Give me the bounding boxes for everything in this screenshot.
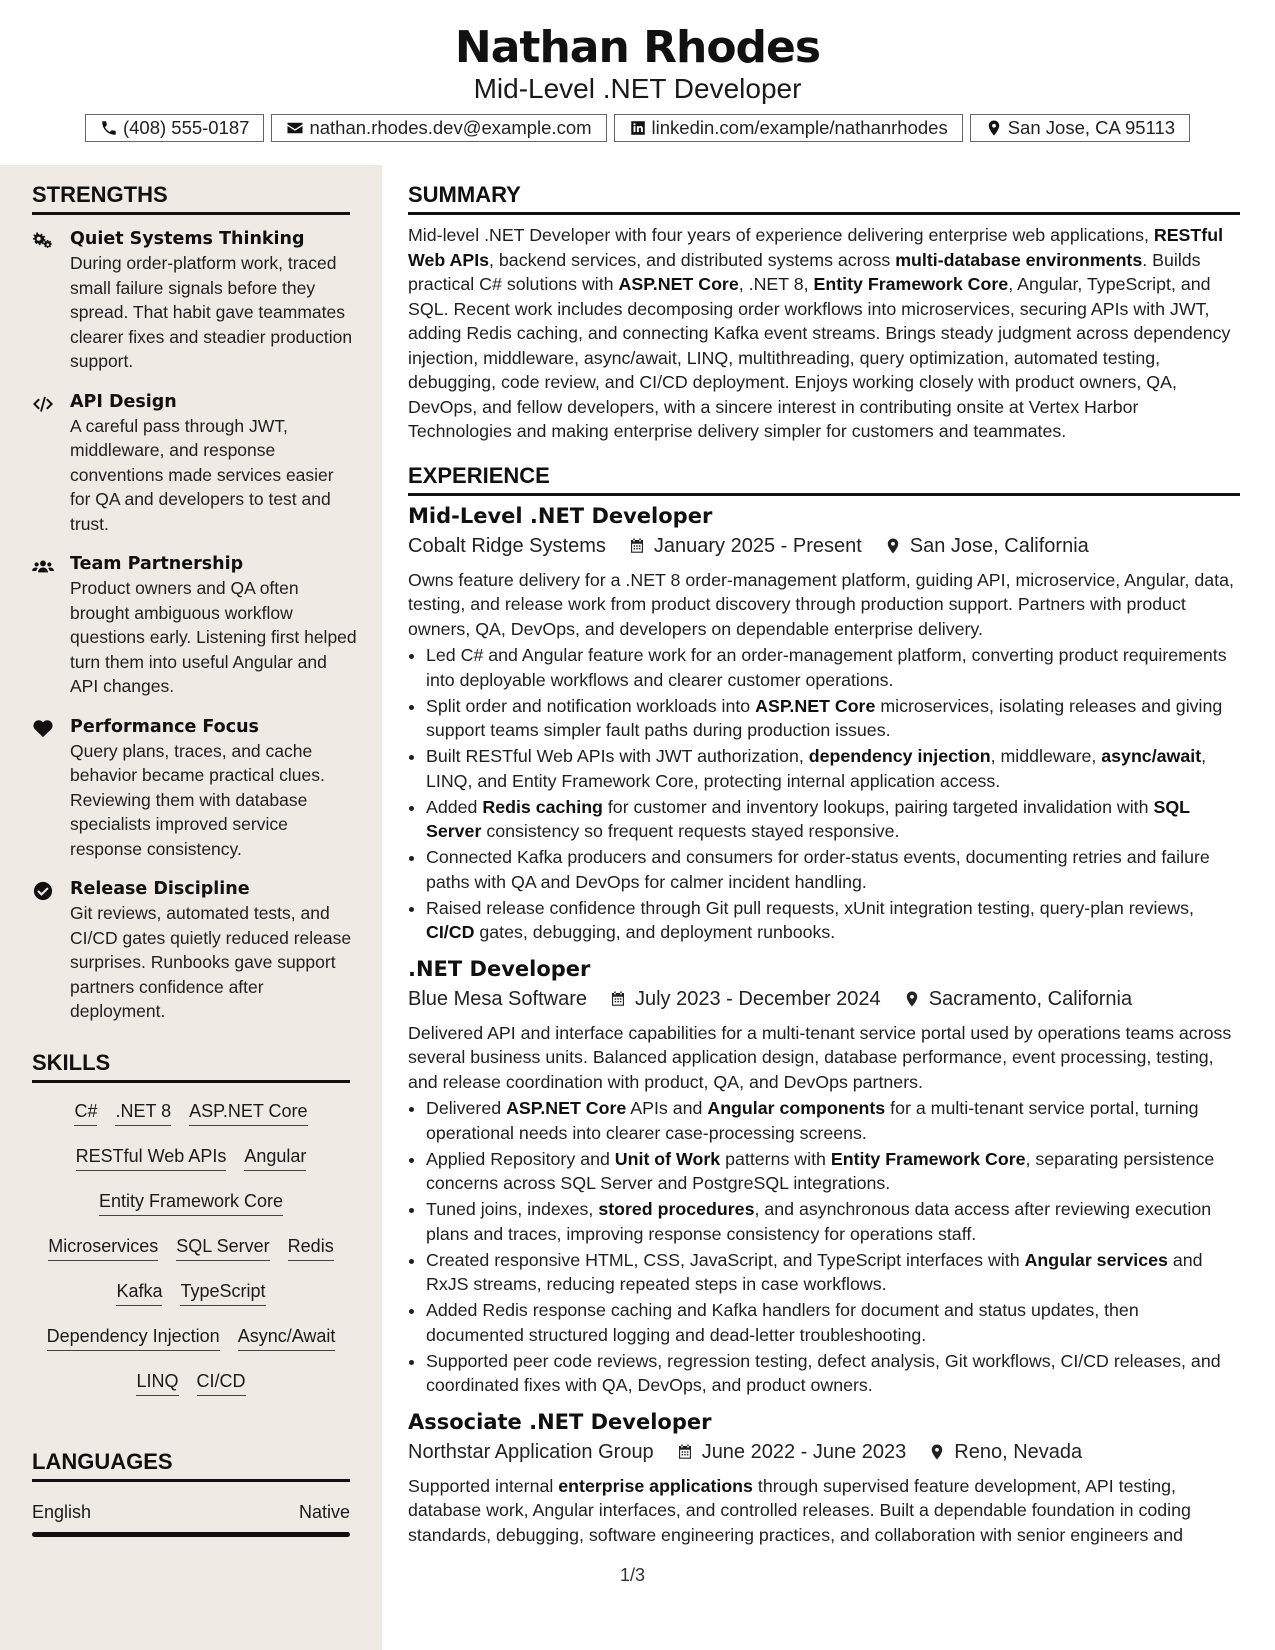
job-title: .NET Developer <box>408 956 591 981</box>
resume-header <box>0 0 1275 165</box>
phone-text: (408) 555-0187 <box>122 117 250 138</box>
skill-tag: Redis <box>288 1234 334 1261</box>
job-meta <box>408 985 1240 1013</box>
strength-description: Product owners and QA often brought ambiguous workflow questions early. Listening first helped turn them into useful Angular and API changes. <box>70 578 357 696</box>
language-level-bar <box>32 1532 350 1537</box>
contact-email[interactable] <box>271 114 606 142</box>
skill-tag: Angular <box>244 1144 306 1171</box>
language-row <box>32 1500 350 1524</box>
job-meta <box>408 1438 1240 1466</box>
strength-title: API Design <box>70 391 177 412</box>
calendar-icon <box>676 1443 694 1461</box>
skills-row <box>32 1099 350 1144</box>
job-meta <box>408 532 1240 560</box>
job-company: Northstar Application Group <box>408 1440 654 1463</box>
job-bullet: • Split order and notification workloads into ASP.NET Core microservices, isolating releases and giving support teams simpler fault paths during production issues. <box>426 694 1240 743</box>
strength-title: Release Discipline <box>70 879 250 899</box>
strength-description: Query plans, traces, and cache behavior became practical clues. Reviewing them with database specialists improved service response consistency. <box>70 740 325 859</box>
calendar-icon <box>609 990 627 1008</box>
job-bullet: • Connected Kafka producers and consumers for order-status events, documenting retries and failure paths with QA and DevOps for calmer incident handling. <box>426 845 1240 894</box>
language-name: English <box>32 1502 92 1522</box>
skill-tag: Async/Await <box>238 1324 336 1351</box>
page-number: 1/3 <box>620 1565 646 1585</box>
strength-item <box>32 390 357 537</box>
job-company: Blue Mesa Software <box>408 987 587 1010</box>
map-pin-icon <box>884 537 902 555</box>
skill-tag: LINQ <box>136 1369 178 1396</box>
skills-row <box>32 1279 350 1324</box>
skills-row <box>32 1324 350 1369</box>
code-icon <box>32 390 70 537</box>
job-entry <box>408 955 1240 1398</box>
strength-title: Team Partnership <box>70 554 244 574</box>
strength-item <box>32 877 357 1024</box>
candidate-name: Nathan Rhodes <box>454 22 821 73</box>
job-bullet: • Added Redis response caching and Kafka handlers for document and status updates, then documented structured logging and dead-letter troubleshooting. <box>426 1298 1240 1347</box>
job-summary: Delivered API and interface capabilities for a multi-tenant service portal used by operations teams across several business units. Balanced application design, database performance, event processing, testing, and release coordination with product, QA, and DevOps partners. <box>408 1022 1232 1092</box>
job-location: San Jose, California <box>909 534 1089 557</box>
job-bullet: • Tuned joins, indexes, stored procedures, and asynchronous data access after reviewing execution plans and traces, improving response consistency for operations staff. <box>426 1197 1240 1246</box>
location-text: San Jose, CA 95113 <box>1007 117 1176 138</box>
email-text: nathan.rhodes.dev@example.com <box>309 117 592 138</box>
mail-icon <box>286 119 304 137</box>
gears-icon <box>32 227 70 374</box>
job-summary: Owns feature delivery for a .NET 8 order-management platform, guiding API, microservice, Angular, data, testing, and release work from product discovery through production support. Partners with product owners, QA, DevOps, and developers on dependable enterprise delivery. <box>408 569 1234 639</box>
strength-title: Performance Focus <box>70 716 259 737</box>
strength-item <box>32 715 357 862</box>
contact-location <box>970 114 1190 142</box>
calendar-icon <box>628 537 646 555</box>
strength-description: A careful pass through JWT, middleware, and response conventions made services easier for QA and developers to test and trust. <box>70 415 334 534</box>
job-summary: Supported internal enterprise applications through supervised feature development, API testing, database work, Angular interfaces, and controlled releases. Built a dependable foundation in coding standards, debugging, software engineering practices, and collaboration with senior engineers and <box>408 1475 1191 1545</box>
check-circle-icon <box>32 877 70 1024</box>
skills-section <box>0 1049 382 1414</box>
strengths-heading: STRENGTHS <box>32 181 350 215</box>
languages-heading: LANGUAGES <box>32 1448 350 1482</box>
map-pin-icon <box>903 990 921 1008</box>
skills-row <box>32 1234 350 1279</box>
job-location: Reno, Nevada <box>954 1440 1083 1463</box>
skill-tag: Entity Framework Core <box>99 1189 283 1216</box>
skill-tag: Dependency Injection <box>47 1324 220 1351</box>
skill-tag: RESTful Web APIs <box>76 1144 227 1171</box>
job-title: Mid-Level .NET Developer <box>408 503 713 528</box>
main-content <box>408 165 1240 1557</box>
job-entry <box>408 502 1240 945</box>
skill-tag: Microservices <box>48 1234 158 1261</box>
candidate-title: Mid-Level .NET Developer <box>473 73 802 104</box>
skills-row <box>32 1144 350 1189</box>
skill-tag: TypeScript <box>180 1279 265 1306</box>
strength-description: During order-platform work, traced small failure signals before they spread. That habit gave teammates clearer fixes and steadier production support. <box>70 253 353 371</box>
skills-chips <box>32 1099 350 1414</box>
contact-phone[interactable] <box>85 114 265 142</box>
map-pin-icon <box>928 1443 946 1461</box>
heart-icon <box>32 715 70 862</box>
skill-tag: SQL Server <box>176 1234 269 1261</box>
phone-icon <box>100 119 118 137</box>
strength-item <box>32 552 357 699</box>
summary-heading: SUMMARY <box>408 181 1240 215</box>
job-bullet: • Built RESTful Web APIs with JWT authorization, dependency injection, middleware, async/await, LINQ, and Entity Framework Core, protecting internal application access. <box>426 744 1240 793</box>
strength-description: Git reviews, automated tests, and CI/CD gates quietly reduced release surprises. Runbooks gave support partners confidence after deployment. <box>70 903 352 1021</box>
linkedin-text: linkedin.com/example/nathanrhodes <box>651 117 948 138</box>
summary-text: Mid-level .NET Developer with four years of experience delivering enterprise web applications, RESTful Web APIs, backend services, and distributed systems across multi-database environments. Builds practical C# solutions with ASP.NET Core, .NET 8, Entity Framework Core, Angular, TypeScript, and SQL. Recent work includes decomposing order workflows into microservices, securing APIs with JWT, adding Redis caching, and connecting Kafka event streams. Brings steady judgment across dependency injection, middleware, async/await, LINQ, multithreading, query optimization, automated testing, debugging, code review, and CI/CD deployment. Enjoys working closely with product owners, QA, DevOps, and fellow developers, with a sincere interest in contributing onsite at Vertex Harbor Technologies and making enterprise delivery simpler for customers and teammates. <box>408 225 1231 441</box>
linkedin-icon <box>629 119 647 137</box>
job-bullet: • Applied Repository and Unit of Work patterns with Entity Framework Core, separating persistence concerns across SQL Server and PostgreSQL integrations. <box>426 1147 1240 1196</box>
strength-title: Quiet Systems Thinking <box>70 229 305 249</box>
job-title: Associate .NET Developer <box>408 1409 712 1434</box>
skills-heading: SKILLS <box>32 1049 350 1083</box>
skill-tag: C# <box>74 1099 97 1126</box>
strengths-list <box>32 227 357 1040</box>
job-dates: January 2025 - Present <box>653 534 862 557</box>
strength-item <box>32 227 357 374</box>
skills-row <box>32 1369 350 1414</box>
skill-tag: .NET 8 <box>115 1099 171 1126</box>
experience-heading: EXPERIENCE <box>408 462 1240 496</box>
map-pin-icon <box>985 119 1003 137</box>
skill-tag: Kafka <box>116 1279 162 1306</box>
job-bullet: • Delivered ASP.NET Core APIs and Angular components for a multi-tenant service portal, turning operational needs into clearer case-processing screens. <box>426 1096 1240 1145</box>
contact-bar <box>0 114 1275 142</box>
job-bullets <box>408 643 1240 945</box>
job-bullet: • Created responsive HTML, CSS, JavaScript, and TypeScript interfaces with Angular services and RxJS streams, reducing repeated steps in case workflows. <box>426 1248 1240 1297</box>
experience-list <box>408 502 1240 1548</box>
contact-linkedin[interactable] <box>614 114 963 142</box>
job-location: Sacramento, California <box>928 987 1133 1010</box>
job-dates: June 2022 - June 2023 <box>701 1440 907 1463</box>
skill-tag: ASP.NET Core <box>189 1099 307 1126</box>
job-bullet: • Supported peer code reviews, regression testing, defect analysis, Git workflows, CI/CD releases, and coordinated fixes with QA, DevOps, and product owners. <box>426 1349 1240 1398</box>
skill-tag: CI/CD <box>197 1369 246 1396</box>
job-bullet: • Added Redis caching for customer and inventory lookups, pairing targeted invalidation with SQL Server consistency so frequent requests stayed responsive. <box>426 795 1240 844</box>
skills-row <box>32 1189 350 1234</box>
job-bullet: • Raised release confidence through Git pull requests, xUnit integration testing, query-plan reviews, CI/CD gates, debugging, and deployment runbooks. <box>426 896 1240 945</box>
languages-section <box>0 1448 382 1537</box>
job-dates: July 2023 - December 2024 <box>634 987 881 1010</box>
users-icon <box>32 552 70 699</box>
sidebar <box>0 165 382 1650</box>
job-bullet: • Led C# and Angular feature work for an order-management platform, converting product requirements into deployable workflows and clearer customer operations. <box>426 643 1240 692</box>
language-level: Native <box>298 1502 350 1522</box>
job-company: Cobalt Ridge Systems <box>408 534 606 557</box>
job-bullets <box>408 1096 1240 1398</box>
job-entry <box>408 1408 1240 1548</box>
